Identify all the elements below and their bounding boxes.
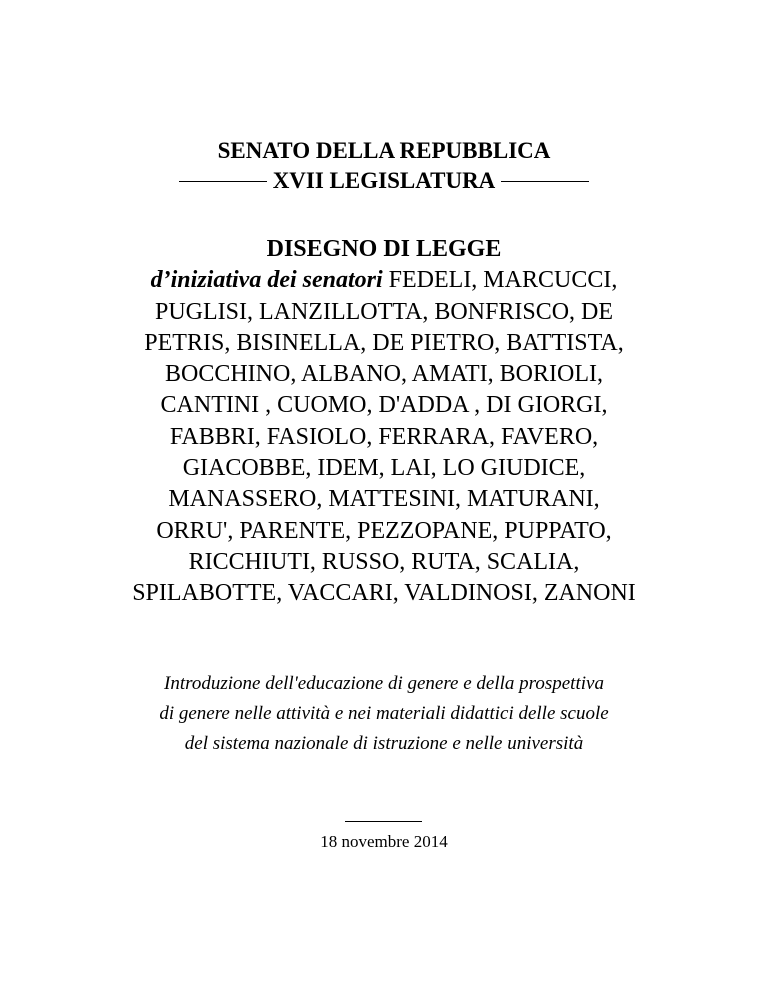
sponsor-line: FABBRI, FASIOLO, FERRARA, FAVERO,	[169, 423, 599, 450]
sponsor-line: PUGLISI, LANZILLOTTA, BONFRISCO, DE	[154, 298, 614, 325]
right-dash-rule	[501, 181, 589, 182]
document-header	[0, 136, 768, 196]
chamber-title: SENATO DELLA REPUBBLICA	[217, 138, 551, 163]
bill-block	[60, 234, 708, 610]
sponsor-line: ORRU', PARENTE, PEZZOPANE, PUPPATO,	[156, 517, 612, 544]
bill-subject	[84, 669, 684, 759]
subject-line: del sistema nazionale di istruzione e nelle università	[184, 733, 584, 754]
legislature-line	[0, 166, 768, 196]
sponsor-line: GIACOBBE, IDEM, LAI, LO GIUDICE,	[182, 455, 586, 482]
sponsor-line: MANASSERO, MATTESINI, MATURANI,	[168, 486, 600, 513]
separator-rule	[345, 821, 422, 822]
sponsor-line: SPILABOTTE, VACCARI, VALDINOSI, ZANONI	[132, 580, 636, 607]
bill-title: DISEGNO DI LEGGE	[266, 236, 502, 262]
sponsor-line: CANTINI , CUOMO, D'ADDA , DI GIORGI,	[160, 392, 608, 419]
sponsor-line: FEDELI, MARCUCCI,	[382, 267, 618, 294]
sponsor-prefix: d’iniziativa dei senatori	[150, 267, 383, 294]
sponsor-line: RICCHIUTI, RUSSO, RUTA, SCALIA,	[188, 548, 580, 575]
subject-line: Introduzione dell'educazione di genere e della prospettiva	[164, 673, 604, 694]
subject-line: di genere nelle attività e nei materiali didattici delle scuole	[159, 703, 609, 724]
left-dash-rule	[179, 181, 267, 182]
sponsor-line: PETRIS, BISINELLA, DE PIETRO, BATTISTA,	[144, 329, 624, 356]
sponsor-line: BOCCHINO, ALBANO, AMATI, BORIOLI,	[164, 361, 603, 388]
legislature-title: XVII LEGISLATURA	[272, 168, 496, 193]
sponsors-paragraph	[60, 265, 708, 609]
document-date: 18 novembre 2014	[320, 832, 448, 851]
